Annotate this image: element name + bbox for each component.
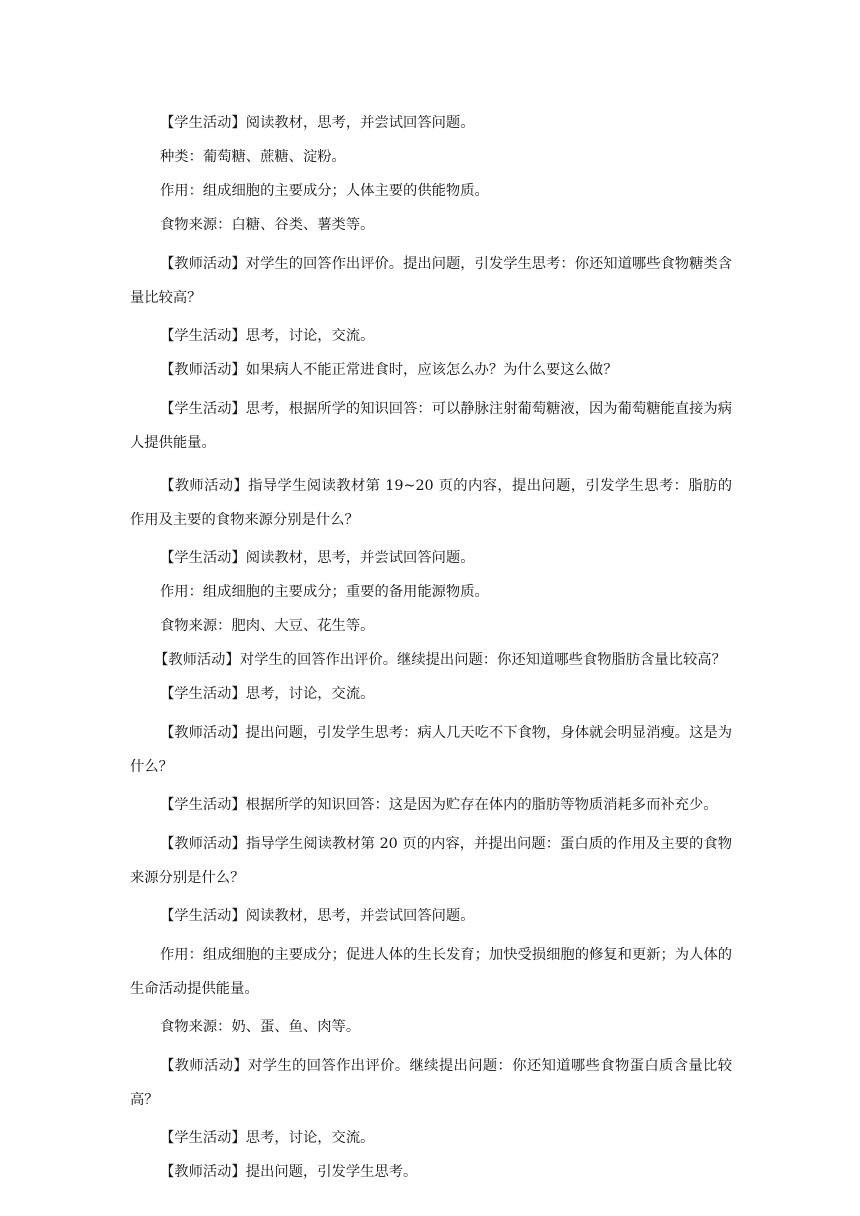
paragraph: 【学生活动】根据所学的知识回答：这是因为贮存在体内的脂肪等物质消耗多而补充少。 xyxy=(160,797,718,813)
paragraph: 【教师活动】如果病人不能正常进食时，应该怎么办？为什么要这么做？ xyxy=(160,362,618,378)
paragraph: 【教师活动】提出问题，引发学生思考：病人几天吃不下食物，身体就会明显消瘦。这是为什么？ xyxy=(130,725,732,775)
paragraph: 作用：组成细胞的主要成分；重要的备用能源物质。 xyxy=(160,584,489,600)
paragraph: 【学生活动】阅读教材，思考，并尝试回答问题。 xyxy=(160,908,475,924)
paragraph: 【教师活动】提出问题，引发学生思考。 xyxy=(160,1164,418,1180)
paragraph: 作用：组成细胞的主要成分；人体主要的供能物质。 xyxy=(160,183,489,199)
paragraph: 【学生活动】阅读教材，思考，并尝试回答问题。 xyxy=(160,115,475,131)
paragraph: 【学生活动】思考，讨论，交流。 xyxy=(160,686,375,702)
paragraph: 食物来源：白糖、谷类、薯类等。 xyxy=(160,217,375,233)
paragraph: 【教师活动】对学生的回答作出评价。继续提出问题：你还知道哪些食物蛋白质含量比较高？ xyxy=(130,1058,732,1108)
paragraph: 【教师活动】对学生的回答作出评价。继续提出问题：你还知道哪些食物脂肪含量比较高？ xyxy=(154,652,726,668)
paragraph: 食物来源：肥肉、大豆、花生等。 xyxy=(160,618,375,634)
paragraph: 【学生活动】阅读教材，思考，并尝试回答问题。 xyxy=(160,550,475,566)
paragraph: 【学生活动】思考，讨论，交流。 xyxy=(160,328,375,344)
paragraph: 食物来源：奶、蛋、鱼、肉等。 xyxy=(160,1019,361,1035)
paragraph: 【教师活动】指导学生阅读教材第 19~20 页的内容，提出问题，引发学生思考：脂肪的作用及主要的食物来源分别是什么？ xyxy=(130,478,732,528)
paragraph: 【教师活动】指导学生阅读教材第 20 页的内容，并提出问题：蛋白质的作用及主要的食物来源分别是什么？ xyxy=(130,836,732,886)
document-body xyxy=(130,111,732,1194)
paragraph: 【学生活动】思考，讨论，交流。 xyxy=(160,1130,375,1146)
paragraph: 种类：葡萄糖、蔗糖、淀粉。 xyxy=(160,149,346,165)
paragraph: 【学生活动】思考，根据所学的知识回答：可以静脉注射葡萄糖液，因为葡萄糖能直接为病人提供能量。 xyxy=(130,401,732,451)
paragraph: 作用：组成细胞的主要成分；促进人体的生长发育；加快受损细胞的修复和更新；为人体的生命活动提供能量。 xyxy=(130,947,732,997)
paragraph: 【教师活动】对学生的回答作出评价。提出问题，引发学生思考：你还知道哪些食物糖类含量比较高？ xyxy=(130,256,732,306)
